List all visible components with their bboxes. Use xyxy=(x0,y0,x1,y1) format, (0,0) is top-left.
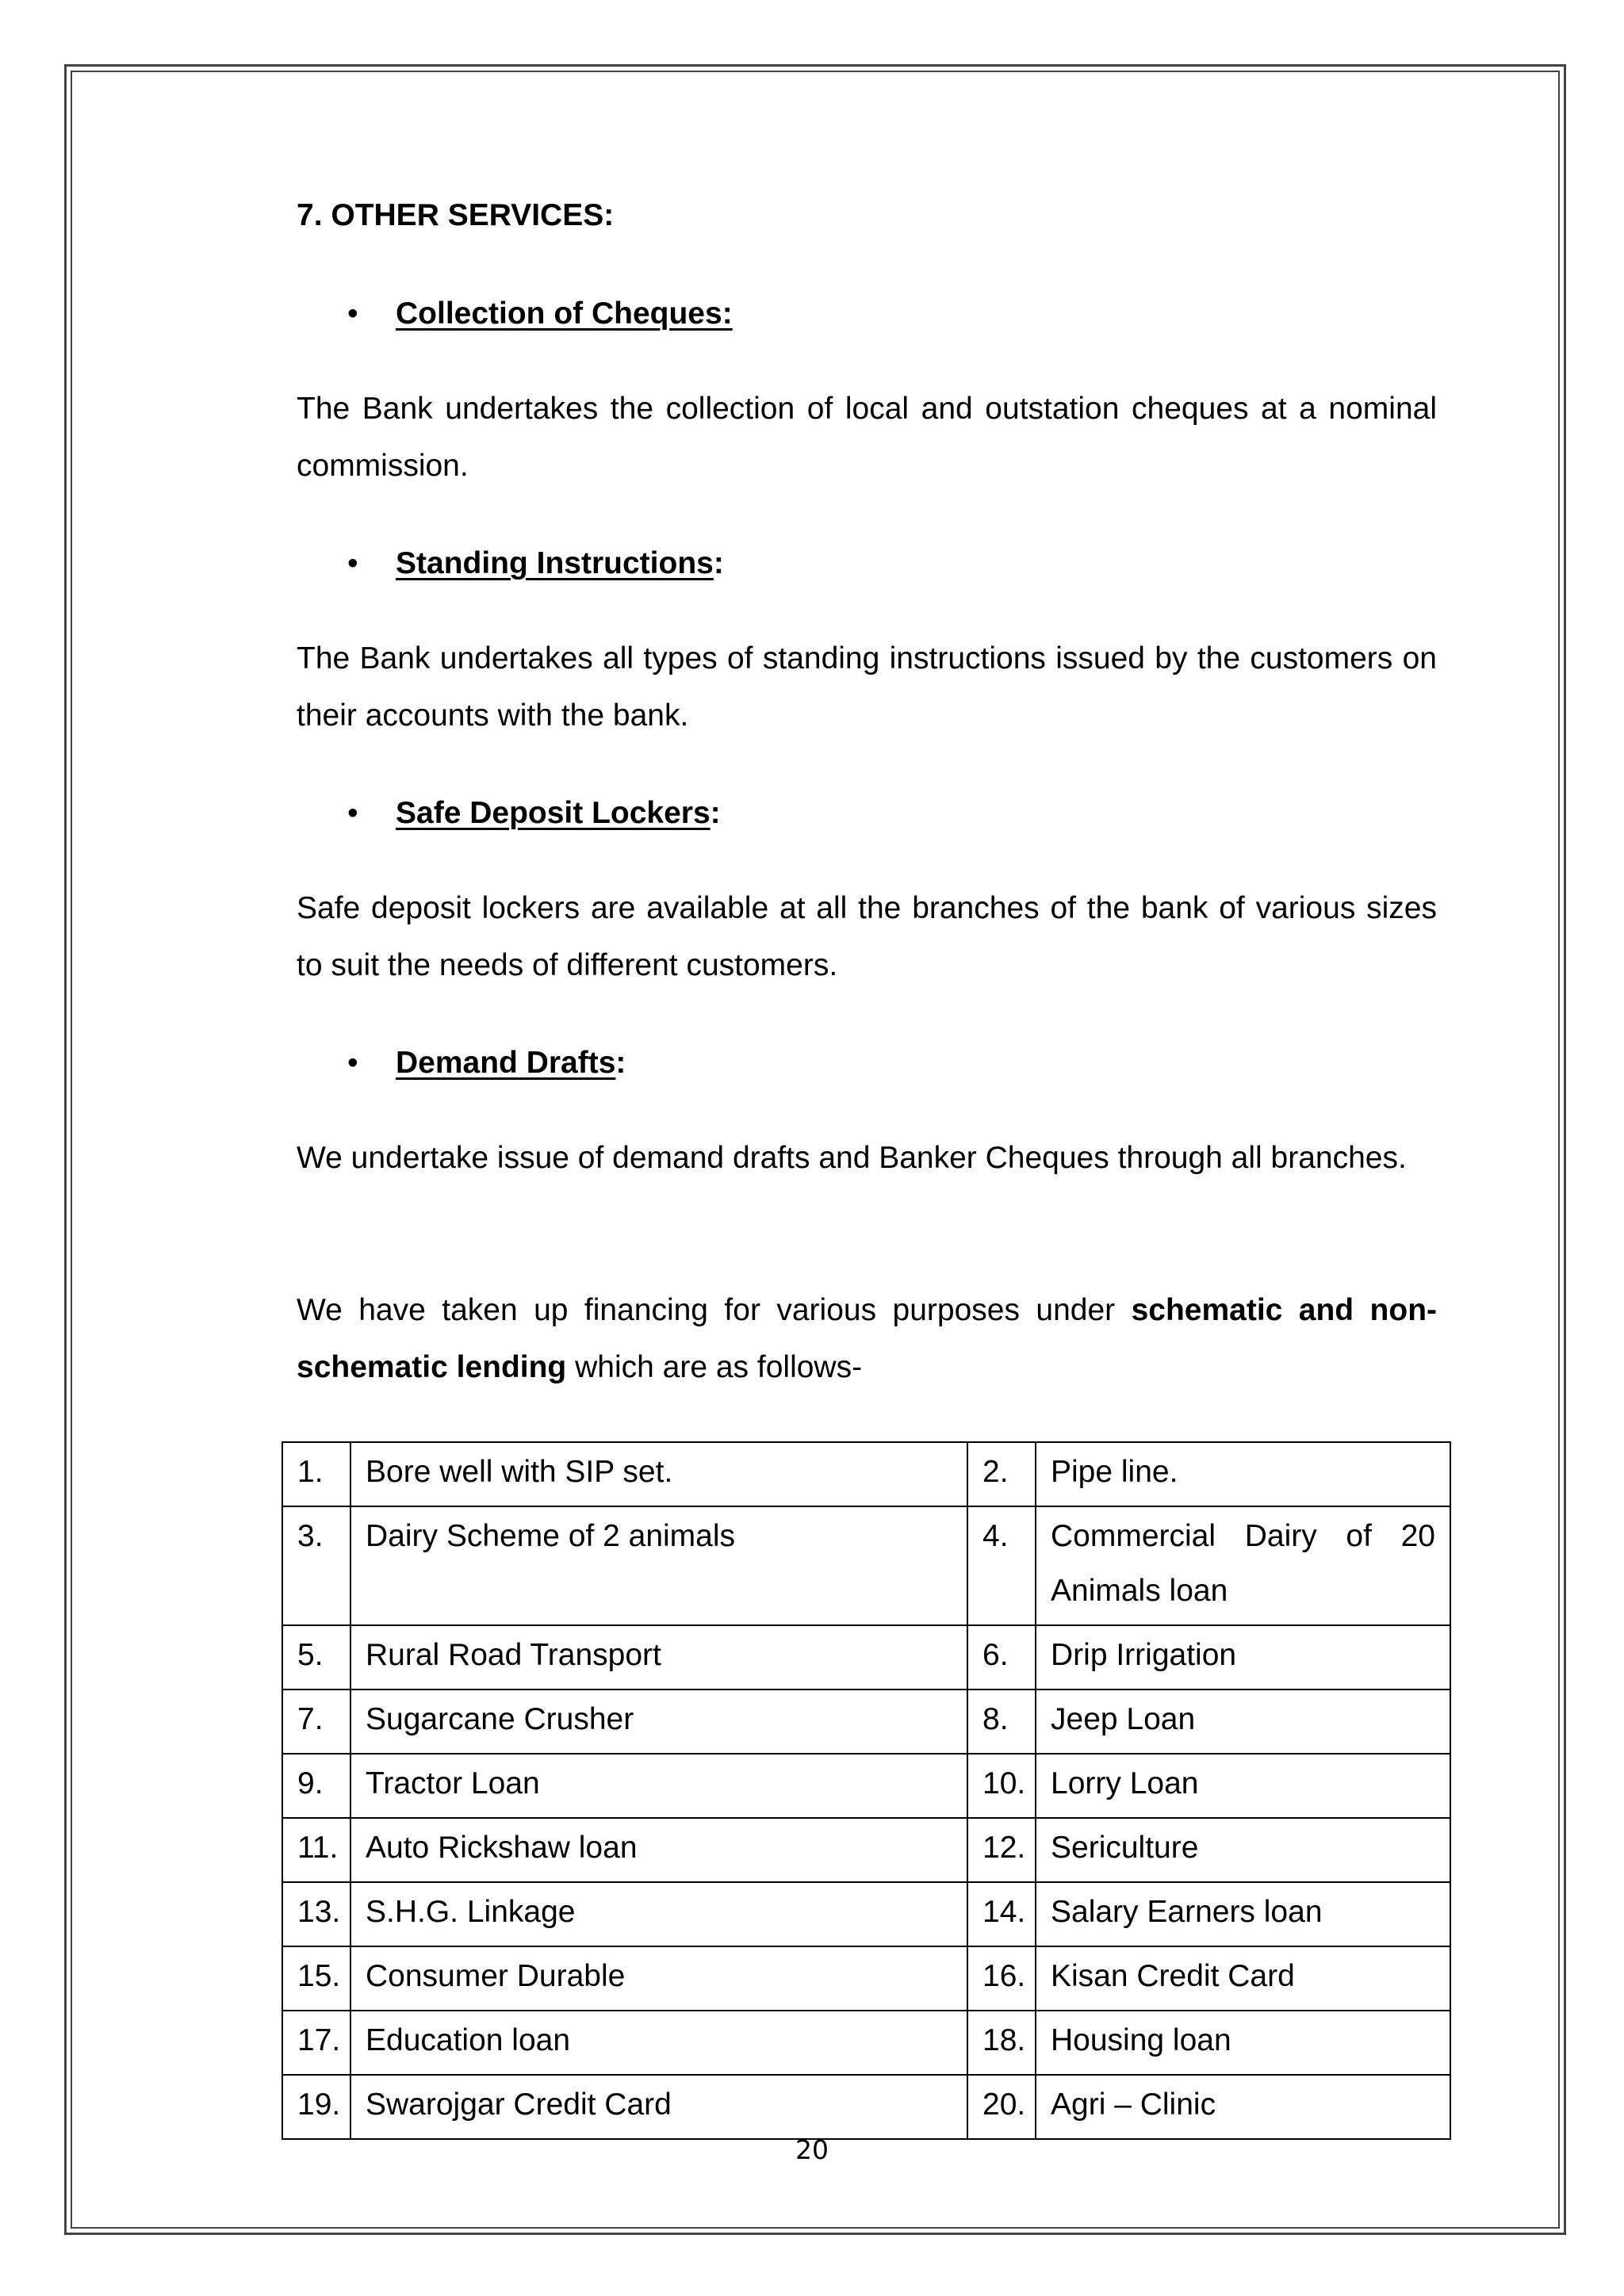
loan-name: Jeep Loan xyxy=(1036,1689,1450,1754)
financing-intro-text: We have taken up financing for various purposes under xyxy=(297,1293,1132,1327)
service-description-standing-instructions: The Bank undertakes all types of standing instructions issued by the customers on their accounts with the bank. xyxy=(297,641,1437,733)
table-row xyxy=(282,1689,1450,1754)
loan-name: Tractor Loan xyxy=(350,1754,967,1818)
table-row xyxy=(282,1882,1450,1946)
section-heading: 7. OTHER SERVICES: xyxy=(297,198,615,232)
table-row xyxy=(282,1818,1450,1882)
loan-number: 14. xyxy=(967,1882,1036,1946)
bullet-icon: • xyxy=(347,297,358,331)
loan-name: S.H.G. Linkage xyxy=(350,1882,967,1946)
service-title-suffix: : xyxy=(710,796,721,830)
loan-number: 4. xyxy=(967,1506,1036,1625)
table-row xyxy=(282,2011,1450,2075)
bullet-icon: • xyxy=(347,796,358,830)
financing-intro-tail: which are as follows- xyxy=(566,1350,863,1384)
loan-name: Education loan xyxy=(350,2011,967,2075)
loan-number: 17. xyxy=(282,2011,350,2075)
loan-number: 12. xyxy=(967,1818,1036,1882)
table-row xyxy=(282,1442,1450,1506)
page-number: 20 xyxy=(795,2134,829,2165)
loan-name: Sugarcane Crusher xyxy=(350,1689,967,1754)
loan-number: 10. xyxy=(967,1754,1036,1818)
loan-name: Rural Road Transport xyxy=(350,1625,967,1689)
service-title: Safe Deposit Lockers xyxy=(396,796,710,830)
service-title-suffix: : xyxy=(713,546,724,580)
loan-number: 20. xyxy=(967,2075,1036,2139)
loan-name: Agri – Clinic xyxy=(1036,2075,1450,2139)
service-heading-safe-deposit-lockers xyxy=(347,791,721,836)
loan-number: 2. xyxy=(967,1442,1036,1506)
service-title: Standing Instructions xyxy=(396,546,714,580)
loan-schemes-table xyxy=(282,1441,1451,2140)
service-title-suffix: : xyxy=(615,1046,626,1080)
loan-number: 7. xyxy=(282,1689,350,1754)
loan-name: Commercial Dairy of 20 Animals loan xyxy=(1036,1506,1450,1625)
service-description-demand-drafts: We undertake issue of demand drafts and Banker Cheques through all branches. xyxy=(297,1141,1407,1175)
service-heading-standing-instructions xyxy=(347,541,724,586)
loan-name: Lorry Loan xyxy=(1036,1754,1450,1818)
loan-number: 19. xyxy=(282,2075,350,2139)
table-row xyxy=(282,1506,1450,1625)
loan-name: Bore well with SIP set. xyxy=(350,1442,967,1506)
loan-number: 8. xyxy=(967,1689,1036,1754)
loan-name: Sericulture xyxy=(1036,1818,1450,1882)
bullet-icon: • xyxy=(347,1046,358,1080)
loan-number: 13. xyxy=(282,1882,350,1946)
service-heading-demand-drafts xyxy=(347,1041,626,1085)
loan-number: 3. xyxy=(282,1506,350,1625)
table-row xyxy=(282,1946,1450,2011)
loan-number: 5. xyxy=(282,1625,350,1689)
service-heading-collection-of-cheques xyxy=(347,292,733,336)
loan-number: 15. xyxy=(282,1946,350,2011)
loan-name: Pipe line. xyxy=(1036,1442,1450,1506)
table-row xyxy=(282,1625,1450,1689)
loan-name: Housing loan xyxy=(1036,2011,1450,2075)
service-description-collection-of-cheques: The Bank undertakes the collection of local and outstation cheques at a nominal commission. xyxy=(297,392,1437,483)
loan-name: Salary Earners loan xyxy=(1036,1882,1450,1946)
table-row xyxy=(282,1754,1450,1818)
loan-name: Dairy Scheme of 2 animals xyxy=(350,1506,967,1625)
loan-number: 9. xyxy=(282,1754,350,1818)
table-row xyxy=(282,2075,1450,2139)
loan-name: Kisan Credit Card xyxy=(1036,1946,1450,2011)
financing-intro xyxy=(297,1282,1437,1396)
loan-name: Drip Irrigation xyxy=(1036,1625,1450,1689)
loan-number: 16. xyxy=(967,1946,1036,2011)
loan-number: 6. xyxy=(967,1625,1036,1689)
service-description-safe-deposit-lockers: Safe deposit lockers are available at all the branches of the bank of various sizes to suit the needs of different customers. xyxy=(297,891,1437,982)
loan-number: 18. xyxy=(967,2011,1036,2075)
service-title: Collection of Cheques: xyxy=(396,297,733,331)
loan-number: 11. xyxy=(282,1818,350,1882)
bullet-icon: • xyxy=(347,546,358,580)
loan-name: Auto Rickshaw loan xyxy=(350,1818,967,1882)
financing-intro-bold: schematic and non-schematic lending xyxy=(297,1293,1438,1384)
loan-schemes-table-body xyxy=(282,1442,1450,2139)
loan-name: Swarojgar Credit Card xyxy=(350,2075,967,2139)
service-title: Demand Drafts xyxy=(396,1046,616,1080)
loan-number: 1. xyxy=(282,1442,350,1506)
loan-name: Consumer Durable xyxy=(350,1946,967,2011)
